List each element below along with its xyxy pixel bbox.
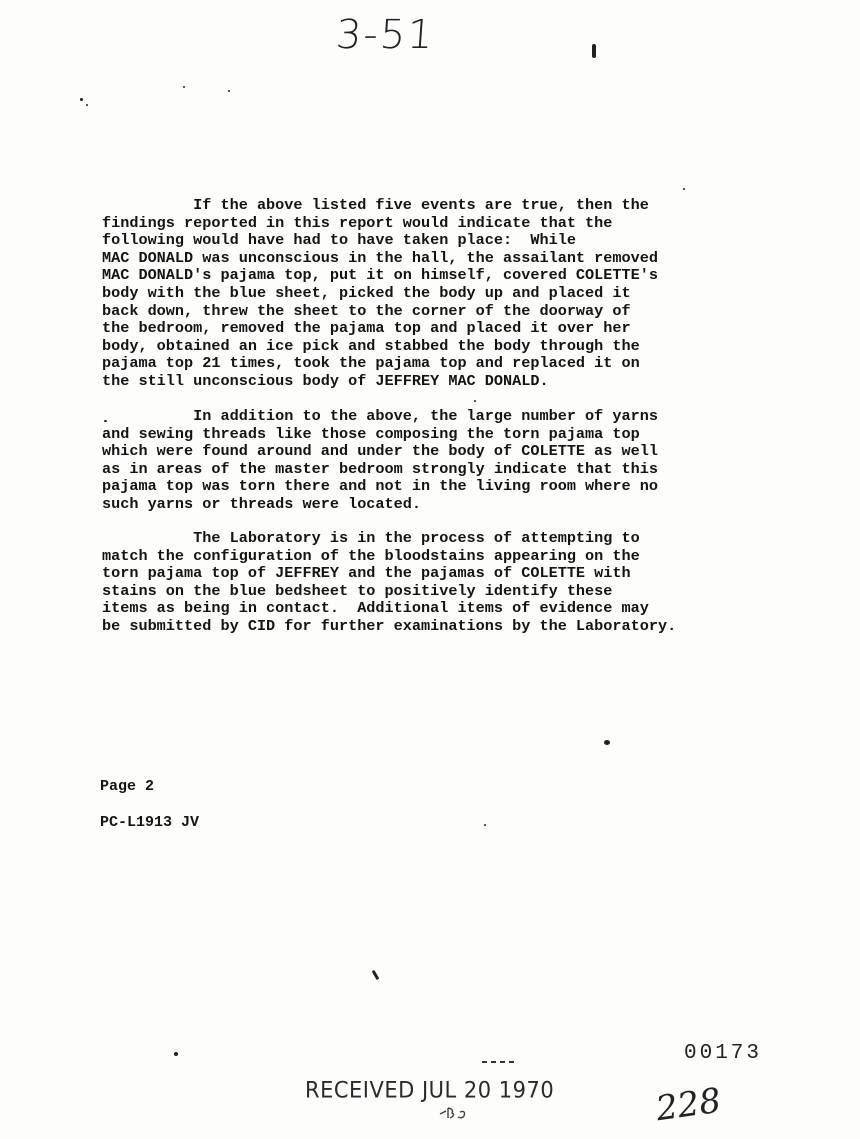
stamp-dots: [482, 1060, 518, 1064]
body-paragraph: The Laboratory is in the process of attempting to match the configuration of the bloodstains appearing on the torn pajama top of JEFFREY and the pajamas of COLETTE with stains on the blue bedsheet to positively identify these items as being in contact. Additional items of evidence may be submitted by CID for further examinations by the Laboratory.: [102, 529, 677, 635]
scan-speck: [683, 188, 685, 190]
scan-speck: [228, 90, 230, 92]
handwritten-page-tally: 228: [653, 1080, 724, 1130]
received-stamp: RECEIVED JUL 20 1970: [305, 1077, 555, 1103]
scan-speck: [183, 86, 185, 88]
stamp-initials-mark: [438, 1106, 474, 1120]
scan-speck: [372, 970, 380, 980]
scan-speck: [592, 44, 596, 58]
handwritten-page-number: 3-51: [334, 12, 437, 58]
scan-speck: [604, 740, 610, 745]
file-reference: PC-L1913 JV: [100, 814, 200, 831]
scan-speck: [474, 400, 476, 402]
body-paragraph: In addition to the above, the large number of yarns and sewing threads like those composing the torn pajama top which were found around and under the body of COLETTE as well as in areas of the master bedroom strongly indicate that this pajama top was torn there and not in the living room where no such yarns or threads were located.: [102, 407, 658, 513]
scan-speck: [86, 104, 88, 106]
body-paragraph: If the above listed five events are true, then the findings reported in this report would indicate that the following would have had to have taken place: While MAC DONALD was unconscious in the hall, the assailant removed MAC DONALD's pajama top, put it on himself, covered COLETTE's body with the blue sheet, picked the body up and placed it back down, threw the sheet to the corner of the doorway of the bedroom, removed the pajama top and placed it over her body, obtained an ice pick and stabbed the body through the pajama top 21 times, took the pajama top and replaced it on the still unconscious body of JEFFREY MAC DONALD.: [102, 196, 658, 390]
scan-speck: [80, 98, 83, 101]
serial-number: 00173: [684, 1042, 763, 1065]
scan-speck: [484, 824, 486, 826]
scan-speck: [174, 1052, 178, 1056]
page-label: Page 2: [100, 778, 155, 795]
